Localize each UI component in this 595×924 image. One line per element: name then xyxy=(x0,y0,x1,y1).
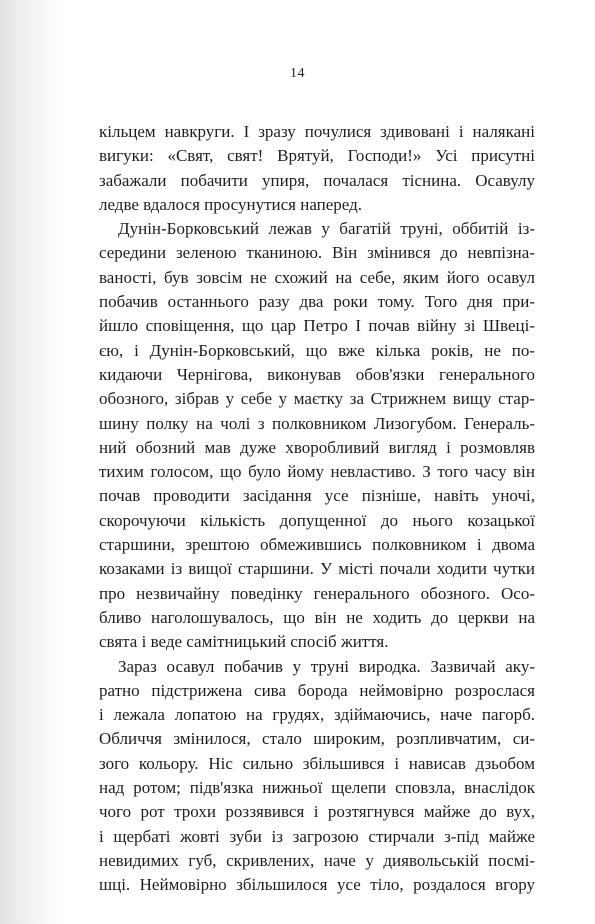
text-line: забажали побачити упиря, почалася тіснина. Осавулу xyxy=(99,170,535,190)
text-line: бливо наголошувалось, що він не ходить до церкви на xyxy=(99,607,535,627)
text-line: козаками із вищої старшини. У місті почали ходити чутки xyxy=(99,559,535,579)
text-line: ний обозний мав дуже хворобливий вигляд і розмовляв xyxy=(99,437,535,457)
text-line: середини зеленою тканиною. Він змінився до невпізна- xyxy=(99,243,535,263)
text-line: невидимих губ, скривлених, наче у диявольській посмі- xyxy=(99,850,535,870)
text-line: кільцем навкруги. І зразу почулися здивовані і налякані xyxy=(99,122,535,141)
text-line: обозного, зібрав у себе у маєтку за Стрижнем вищу стар- xyxy=(99,389,535,409)
text-line: ваності, був зовсім не схожий на себе, яким його осавул xyxy=(99,267,535,287)
text-line: ледве вдалося просунутися наперед. xyxy=(99,194,363,214)
text-line: старшини, зрештою обмежившись полковником і двома xyxy=(99,535,535,555)
paragraph-3 xyxy=(99,655,535,898)
text-line: Обличчя змінилося, стало широким, розпливчатим, си- xyxy=(99,729,535,749)
text-line: про незвичайну поведінку генерального обозного. Осо- xyxy=(99,583,535,603)
text-line: тихим голосом, що було йому невластиво. З того часу він xyxy=(99,462,535,482)
text-line: зого кольору. Ніс сильно збільшився і нависав дзьобом xyxy=(99,753,535,773)
text-line: скорочуючи кількість допущенної до нього козацької xyxy=(99,510,535,530)
text-line: ратно підстрижена сива борода неймовірно розрослася xyxy=(99,680,535,700)
text-line: шину полку на чолі з полковником Лизогубом. Генераль- xyxy=(99,413,535,433)
paragraph-2 xyxy=(99,217,535,654)
text-line: Зараз осавул побачив у труні виродка. Зазвичай аку- xyxy=(118,656,535,676)
text-line: вигуки: «Свят, свят! Врятуй, Господи!» Усі присутні xyxy=(99,146,535,166)
text-line: Дунін-Борковський лежав у багатій труні, оббитій із- xyxy=(118,219,535,239)
text-line: шці. Неймовірно збільшилося усе тіло, роздалося вгору xyxy=(99,875,535,895)
text-line: і лежала лопатою на грудях, здіймаючись, наче пагорб. xyxy=(99,705,535,725)
text-line: чого рот трохи роззявився і розтягнувся майже до вух, xyxy=(99,802,535,822)
text-line: кидаючи Чернігова, виконував обов'язки генерального xyxy=(99,364,535,384)
text-line: побачив останнього разу два роки тому. Того дня при- xyxy=(99,292,535,312)
text-line: почав проводити засідання усе пізніше, навіть уночі, xyxy=(99,486,535,506)
text-line: свята і веде самітницький спосіб життя. xyxy=(99,632,389,652)
text-line: єю, і Дунін-Борковський, що вже кілька років, не по- xyxy=(99,340,535,360)
body-text xyxy=(99,120,535,898)
paragraph-1 xyxy=(99,120,535,217)
text-line: йшло сповіщення, що цар Петро І почав війну зі Швеці- xyxy=(99,316,535,336)
page-edge-shadow xyxy=(0,0,64,924)
text-line: над ротом; підв'язка нижньої щелепи сповзла, внаслідок xyxy=(99,778,535,798)
page-number: 14 xyxy=(290,66,305,81)
text-line: і щербаті жовті зуби із загрозою стирчали з-під майже xyxy=(99,826,535,846)
